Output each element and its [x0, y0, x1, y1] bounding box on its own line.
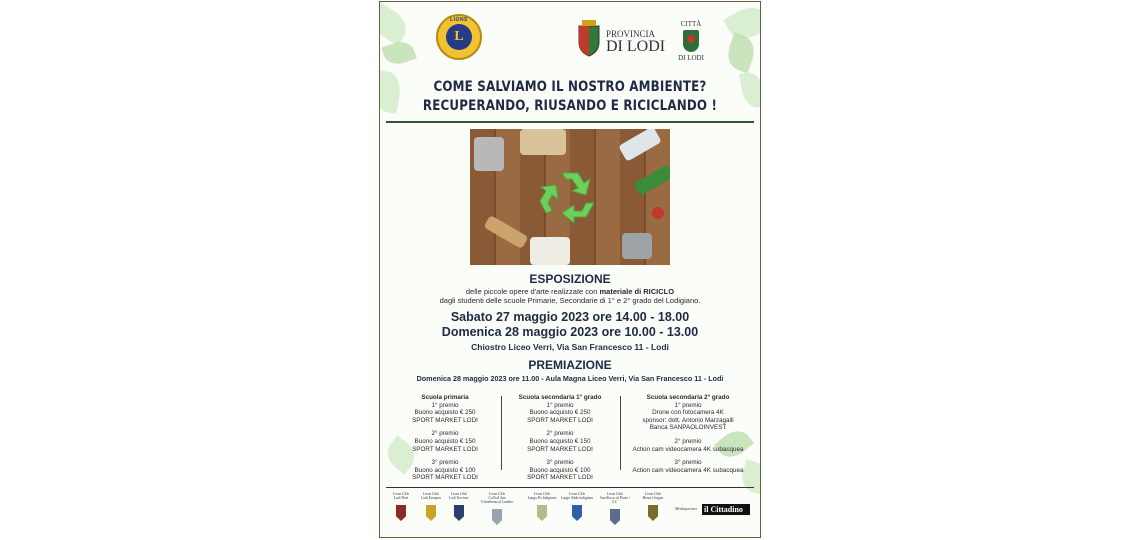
- club-pennant-icon: [396, 505, 406, 521]
- club-label-line1: Lions Club: [393, 492, 409, 496]
- leaf-decoration: [739, 70, 761, 109]
- title-line1: COME SALVIAMO IL NOSTRO AMBIENTE?: [433, 79, 707, 95]
- club-label-line1: Lions Club: [451, 492, 467, 496]
- il-cittadino-logo: il Cittadino: [702, 504, 750, 515]
- prize-rank: 1° premio: [546, 401, 574, 409]
- lions-club-badge: [442, 492, 476, 521]
- leaf-decoration: [723, 33, 759, 74]
- exhibition-date-saturday: Sabato 27 maggio 2023 ore 14.00 - 18.00: [450, 310, 690, 324]
- title-line2: RECUPERANDO, RIUSANDO E RICICLANDO !: [422, 98, 718, 114]
- prize-sponsor: sponsor: dott. Antonio Marzagalli: [642, 416, 734, 424]
- prize-item: Buono acquisto € 100: [529, 466, 591, 474]
- provincia-logo-text: [606, 30, 665, 55]
- club-label-line2: Lodi Torrione: [449, 496, 469, 500]
- poster-title: [414, 78, 726, 116]
- prize-columns: [390, 394, 750, 482]
- provincia-line2: DI LODI: [606, 38, 666, 55]
- prize-sponsor: SPORT MARKET LODI: [412, 445, 478, 453]
- club-label-line2: Lodi Host: [393, 496, 409, 500]
- citta-line1: CITTÀ: [680, 20, 702, 28]
- media-partner-label: Mediapartner: [675, 506, 698, 511]
- recycle-icon: [538, 167, 602, 229]
- recycling-photo: [470, 129, 670, 265]
- exhibition-desc-line1: [380, 287, 760, 296]
- club-pennant-icon: [610, 509, 620, 525]
- prize-item: Buono acquisto € 250: [529, 409, 591, 417]
- exhibition-heading: ESPOSIZIONE: [529, 272, 611, 286]
- club-pennant-icon: [572, 505, 582, 521]
- title-divider: [386, 121, 754, 123]
- lions-logo-text: LIONS: [450, 17, 468, 23]
- club-label-line1: Lions Club: [645, 492, 661, 496]
- lions-club-badge: [560, 492, 594, 521]
- prize-item: Buono acquisto € 150: [414, 437, 476, 445]
- leaf-decoration: [381, 38, 417, 69]
- tin-can-small: [622, 233, 652, 259]
- club-label-line2: Colli di San Colombano al Lambro: [480, 496, 514, 504]
- club-label-line1: Lions Club: [489, 492, 505, 496]
- prize-item: Buono acquisto € 250: [414, 409, 476, 417]
- exhibition-venue: Chiostro Liceo Verri, Via San Francesco 11 - Lodi: [471, 342, 669, 352]
- column-divider: [501, 396, 502, 470]
- club-label-line1: Lions Club: [569, 492, 585, 496]
- prize-column-secondaria-2: [623, 394, 753, 474]
- event-poster: [379, 1, 761, 538]
- club-label-line2: Borsa Gragno: [642, 496, 664, 500]
- prize-item: Drone con fotocamera 4K: [652, 409, 724, 417]
- lions-club-logo: [436, 14, 482, 60]
- prize-rank: 3° premio: [431, 459, 459, 467]
- prize-item: Action cam videocamera 4K subacquea: [632, 445, 744, 453]
- award-details: Domenica 28 maggio 2023 ore 11.00 - Aula Magna Liceo Verri, Via San Francesco 11 - Lodi: [416, 374, 724, 383]
- leaf-decoration: [379, 70, 403, 114]
- prize-sponsor: Banca SANPAOLOINVEST: [649, 424, 727, 432]
- column-divider: [620, 396, 621, 470]
- exhibition-desc-text: delle piccole opere d'arte realizzate con: [465, 287, 600, 296]
- provincia-shield-icon: [576, 20, 602, 58]
- prize-sponsor: SPORT MARKET LODI: [527, 474, 593, 482]
- prize-sponsor: SPORT MARKET LODI: [412, 474, 478, 482]
- club-pennant-icon: [492, 509, 502, 525]
- exhibition-description: [380, 287, 760, 305]
- exhibition-dates: [380, 310, 760, 340]
- exhibition-desc-line2: dagli studenti delle scuole Primarie, Secondarie di 1° e 2° grado del Lodigiano.: [439, 296, 701, 305]
- club-label-line2: San Rocco al Porto / S.C.: [600, 496, 630, 504]
- lions-club-badge: [480, 492, 514, 525]
- lions-logo-letter: L: [446, 24, 472, 50]
- prize-sponsor: SPORT MARKET LODI: [527, 416, 593, 424]
- club-label-line1: Lions Club: [607, 492, 623, 496]
- club-label-line2: Lungo Adda lodigiano: [560, 496, 594, 500]
- plastic-bottle: [618, 129, 662, 162]
- prize-sponsor: SPORT MARKET LODI: [412, 416, 478, 424]
- prize-rank: 2° premio: [674, 437, 702, 445]
- city-crest-icon: [683, 30, 699, 52]
- prize-column-heading: Scuola secondaria 1° grado: [518, 394, 602, 401]
- lions-club-badge: [636, 492, 670, 521]
- award-heading: PREMIAZIONE: [528, 358, 612, 372]
- club-label-line1: Lions Club: [423, 492, 439, 496]
- prize-rank: 1° premio: [674, 401, 702, 409]
- paper-roll: [483, 215, 528, 249]
- citta-line2: DI LODI: [678, 54, 704, 62]
- prize-column-heading: Scuola primaria: [421, 394, 469, 401]
- club-pennant-icon: [537, 505, 547, 521]
- prize-sponsor: SPORT MARKET LODI: [527, 445, 593, 453]
- prize-item: Action cam videocamera 4K subacquea: [632, 466, 744, 474]
- club-pennant-icon: [454, 505, 464, 521]
- prize-rank: 3° premio: [546, 459, 574, 467]
- lions-club-badge: [525, 492, 559, 521]
- prize-column-secondaria-1: [505, 394, 615, 482]
- paper-scrap: [530, 237, 570, 265]
- leaf-decoration: [379, 2, 412, 45]
- club-pennant-icon: [426, 505, 436, 521]
- prize-rank: 3° premio: [674, 459, 702, 467]
- exhibition-date-sunday: Domenica 28 maggio 2023 ore 10.00 - 13.00: [441, 325, 699, 339]
- lions-club-badge: [598, 492, 632, 525]
- prize-rank: 1° premio: [431, 401, 459, 409]
- prize-rank: 2° premio: [431, 430, 459, 438]
- club-label-line1: Lions Club: [534, 492, 550, 496]
- prize-item: Buono acquisto € 100: [414, 466, 476, 474]
- prize-column-primaria: [390, 394, 500, 482]
- club-label-line2: Lodi Europea: [421, 496, 441, 500]
- lions-club-badge: [384, 492, 418, 521]
- club-pennant-icon: [648, 505, 658, 521]
- bottle-cap: [652, 207, 664, 219]
- glass-bottle: [633, 164, 670, 196]
- sponsor-divider: [386, 487, 754, 488]
- cardboard: [520, 129, 566, 155]
- exhibition-desc-bold: materiale di RICICLO: [599, 287, 675, 296]
- tin-can: [474, 137, 504, 171]
- club-label-line2: Lungo Po lodigiano: [527, 496, 557, 500]
- citta-di-lodi-logo: [676, 20, 706, 62]
- provincia-line1: PROVINCIA: [606, 29, 656, 39]
- prize-rank: 2° premio: [546, 430, 574, 438]
- prize-item: Buono acquisto € 150: [529, 437, 591, 445]
- prize-column-heading: Scuola secondaria 2° grado: [646, 394, 730, 401]
